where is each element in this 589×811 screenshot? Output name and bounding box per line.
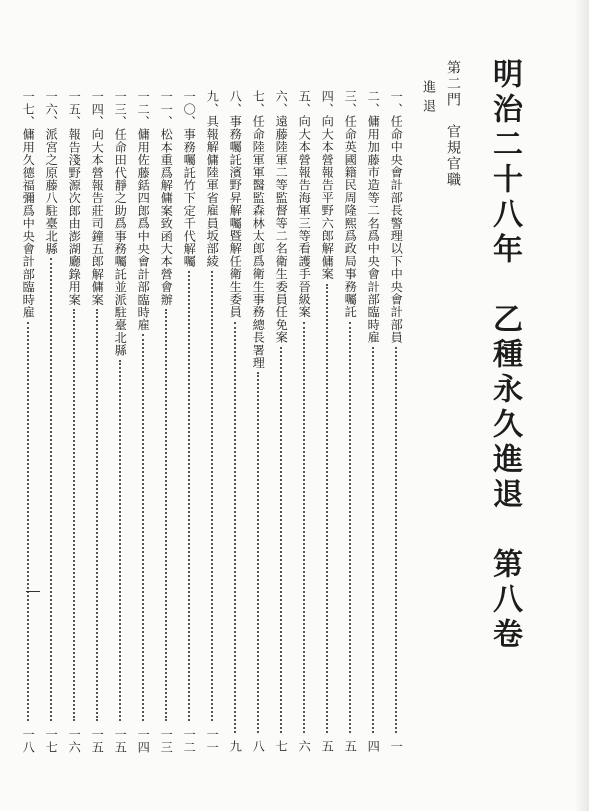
- leader-dots: [73, 309, 75, 721]
- entry-page-number: 一八: [21, 727, 36, 753]
- entry-page-number: 一二: [182, 727, 197, 753]
- leader-dots: [188, 271, 190, 721]
- entry-title: 向大本營報告平野六郎解傭案: [320, 115, 335, 281]
- leader-dots: [142, 334, 144, 720]
- entry-page-number: 四: [366, 740, 381, 753]
- toc-entry[interactable]: [45, 90, 57, 753]
- entry-number: 一五、: [67, 90, 82, 129]
- entry-page-number: 一五: [113, 727, 128, 753]
- toc-entry[interactable]: [275, 90, 287, 753]
- leader-dots: [165, 309, 167, 721]
- entry-number: 一〇、: [182, 90, 197, 129]
- entry-page-number: 一七: [44, 727, 59, 753]
- entry-number: 一四、: [90, 90, 105, 129]
- entry-page-number: 八: [251, 740, 266, 753]
- leader-dots: [326, 284, 328, 734]
- entry-number: 八、: [228, 90, 243, 116]
- toc-entry[interactable]: [160, 90, 172, 753]
- page-number-marker: [26, 591, 40, 592]
- entry-title: 傭用久德福彌爲中央會計部臨時雇: [21, 128, 36, 319]
- leader-dots: [96, 309, 98, 721]
- entry-title: 傭用佐藤銛四郎爲中央會計部臨時雇: [136, 128, 151, 332]
- entry-number: 一、: [389, 90, 404, 116]
- toc-entry[interactable]: [344, 90, 356, 753]
- entry-title: 傭用加藤市造等二名爲中央會計部臨時雇: [366, 115, 381, 345]
- leader-dots: [280, 347, 282, 733]
- entry-title: 任命英國籍民周隆熙爲政局事務囑託: [343, 115, 358, 319]
- toc-entry[interactable]: [229, 90, 241, 753]
- entry-title: 任命中央會計部長警理以下中央會計部員: [389, 115, 404, 345]
- entry-page-number: 一三: [159, 727, 174, 753]
- entry-number: 二、: [366, 90, 381, 116]
- toc-entry[interactable]: [298, 90, 310, 753]
- entry-number: 四、: [320, 90, 335, 116]
- leader-dots: [50, 258, 52, 720]
- entry-number: 七、: [251, 90, 266, 116]
- entry-number: 一六、: [44, 90, 59, 129]
- entry-title: 向大本營報告莊司鐘五郎解傭案: [90, 128, 105, 306]
- entry-title: 事務囑託濱野昇解囑暨解任衛生委員: [228, 115, 243, 319]
- entry-title: 事務囑託竹下定千代解囑: [182, 128, 197, 268]
- entry-page-number: 一五: [90, 727, 105, 753]
- toc-entry[interactable]: [367, 90, 379, 753]
- leader-dots: [349, 322, 351, 734]
- leader-dots: [119, 360, 121, 721]
- toc-entry[interactable]: [183, 90, 195, 753]
- entry-page-number: 一一: [205, 727, 220, 753]
- leader-dots: [303, 322, 305, 734]
- toc-entry[interactable]: [252, 90, 264, 753]
- entry-number: 五、: [297, 90, 312, 116]
- toc-entry[interactable]: [390, 90, 402, 753]
- entry-title: 具報解傭陸軍省雇員坂部綾: [205, 115, 220, 268]
- leader-dots: [257, 372, 259, 733]
- leader-dots: [372, 347, 374, 733]
- toc-entry[interactable]: [22, 90, 34, 753]
- leader-dots: [211, 271, 213, 721]
- subsection-heading: 進退: [420, 80, 435, 118]
- entry-title: 任命田代靜之助爲事務囑託並派駐臺北縣: [113, 128, 128, 357]
- entry-number: 一一、: [159, 90, 174, 129]
- entry-title: 派宮之原藤八駐臺北縣: [44, 128, 59, 256]
- toc-entry[interactable]: [68, 90, 80, 753]
- entry-page-number: 六: [297, 740, 312, 753]
- leader-dots: [27, 322, 29, 721]
- entry-page-number: 一六: [67, 727, 82, 753]
- volume-title: 明治二十八年 乙種永久進退 第八卷: [487, 58, 522, 653]
- entry-page-number: 五: [343, 740, 358, 753]
- toc-entry[interactable]: [206, 90, 218, 753]
- section-heading: 第二門 官規官職: [445, 60, 461, 188]
- toc-entry[interactable]: [91, 90, 103, 753]
- entry-title: 向大本營報告海軍三等看護手晉級案: [297, 115, 312, 319]
- entry-number: 九、: [205, 90, 220, 116]
- toc-entry[interactable]: [137, 90, 149, 753]
- entry-number: 一七、: [21, 90, 36, 129]
- entry-number: 三、: [343, 90, 358, 116]
- leader-dots: [395, 347, 397, 733]
- entry-number: 一三、: [113, 90, 128, 129]
- leader-dots: [234, 322, 236, 734]
- entry-page-number: 一四: [136, 727, 151, 753]
- entry-number: 六、: [274, 90, 289, 116]
- entry-page-number: 九: [228, 740, 243, 753]
- page-edge-shadow: [575, 0, 589, 811]
- entry-title: 遠藤陸軍二等監督等二名衛生委員任免案: [274, 115, 289, 345]
- entry-number: 一二、: [136, 90, 151, 129]
- entry-title: 任命陸軍軍醫監森林太郎爲衛生事務總長署理: [251, 115, 266, 370]
- toc-entry[interactable]: [114, 90, 126, 753]
- entry-page-number: 一: [389, 740, 404, 753]
- entry-title: 松本重爲解傭案致函大本營會辦: [159, 128, 174, 306]
- entry-page-number: 五: [320, 740, 335, 753]
- toc-entry[interactable]: [321, 90, 333, 753]
- entry-page-number: 七: [274, 740, 289, 753]
- entry-title: 報告淺野源次郎由澎湖廳錄用案: [67, 128, 82, 306]
